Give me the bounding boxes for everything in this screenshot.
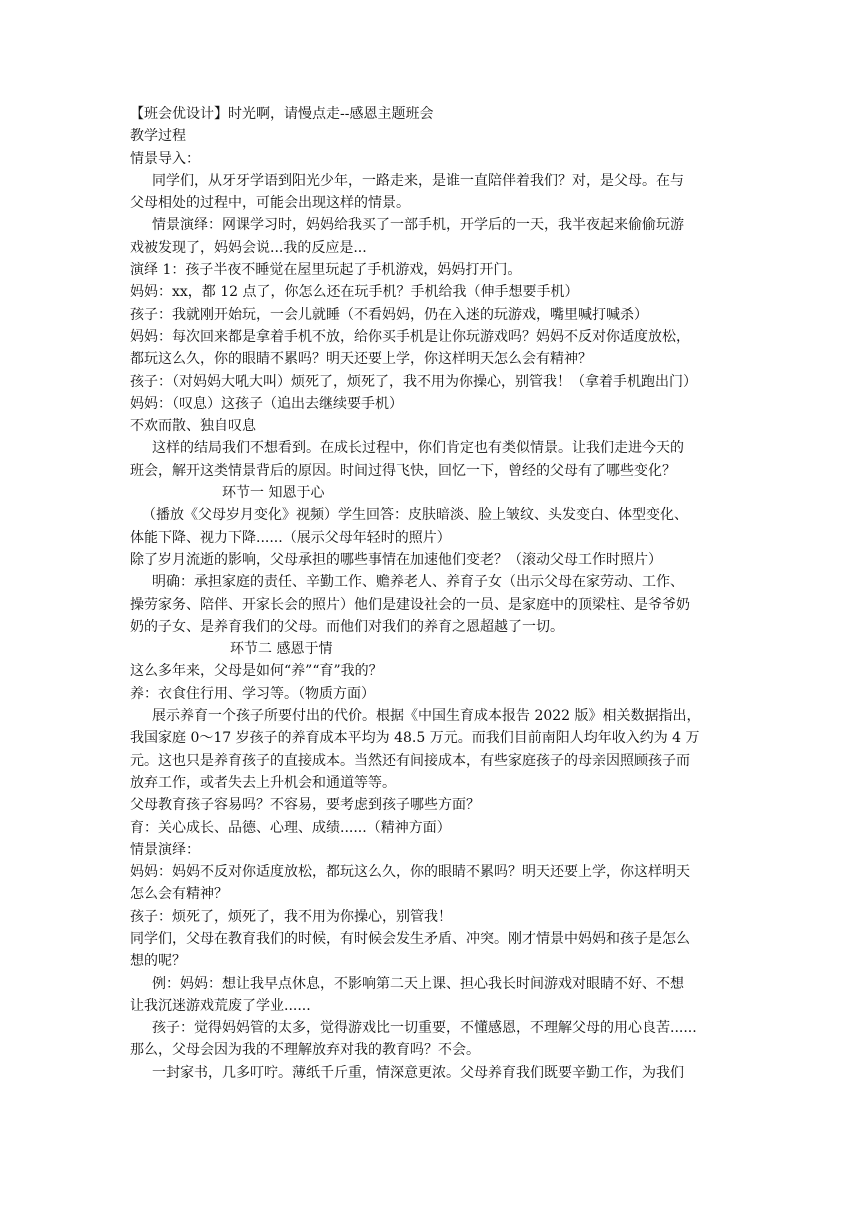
- paragraph-line: 奶的子女、是养育我们的父母。而他们对我们的养育之恩超越了一切。: [130, 618, 564, 635]
- paragraph-line: 同学们，父母在教育我们的时候，有时候会发生矛盾、冲突。刚才情景中妈妈和孩子是怎么: [130, 930, 690, 947]
- dialogue-line: 都玩这么久，你的眼睛不累吗？明天还要上学，你这样明天怎么会有精神？: [130, 351, 592, 368]
- dialogue-line: 怎么会有精神？: [130, 886, 228, 903]
- dialogue-line: 妈妈：每次回来都是拿着手机不放，给你买手机是让你玩游戏吗？妈妈不反对你适度放松，: [130, 328, 690, 345]
- section-heading: 环节二 感恩于情: [230, 641, 333, 658]
- paragraph-line: 操劳家务、陪伴、开家长会的照片）他们是建设社会的一员、是家庭中的顶梁柱、是爷爷奶: [130, 596, 690, 613]
- subheading: 情景导入：: [130, 150, 200, 167]
- dialogue-line: 孩子：（对妈妈大吼大叫）烦死了，烦死了，我不用为你操心，别管我！（拿着手机跑出门）: [130, 373, 697, 390]
- section-heading: 环节一 知恩于心: [222, 485, 325, 502]
- paragraph-line: 明确：承担家庭的责任、辛勤工作、赡养老人、养育子女（出示父母在家劳动、工作、: [152, 574, 684, 591]
- document-body: [130, 103, 740, 1084]
- paragraph-line: 同学们，从牙牙学语到阳光少年，一路走来，是谁一直陪伴着我们？对，是父母。在与: [152, 172, 684, 189]
- paragraph-line: 除了岁月流逝的影响，父母承担的哪些事情在加速他们变老？（滚动父母工作时照片）: [130, 551, 662, 568]
- paragraph-line: （播放《父母岁月变化》视频）学生回答：皮肤暗淡、脸上皱纹、头发变白、体型变化、: [142, 507, 688, 524]
- paragraph-line: 展示养育一个孩子所要付出的代价。根据《中国生育成本报告 2022 版》相关数据指出，: [152, 708, 701, 725]
- paragraph-line: 让我沉迷游戏荒废了学业......: [130, 997, 311, 1014]
- paragraph-line: 养：衣食住行用、学习等。（物质方面）: [130, 685, 375, 702]
- paragraph-line: 体能下降、视力下降......（展示父母年轻时的照片）: [130, 529, 451, 546]
- paragraph-line: 父母相处的过程中，可能会出现这样的情景。: [130, 195, 410, 212]
- paragraph-line: 这么多年来，父母是如何“养”“育”我的？: [130, 663, 383, 680]
- paragraph-line: 一封家书，几多叮咛。薄纸千斤重，情深意更浓。父母养育我们既要辛勤工作，为我们: [152, 1064, 684, 1081]
- paragraph-line: 戏被发现了，妈妈会说...我的反应是...: [130, 239, 367, 256]
- paragraph-line: 元。这也只是养育孩子的直接成本。当然还有间接成本，有些家庭孩子的母亲因照顾孩子而: [130, 752, 690, 769]
- subheading: 情景演绎：: [130, 841, 200, 858]
- paragraph-line: 那么，父母会因为我的不理解放弃对我的教育吗？不会。: [130, 1042, 480, 1059]
- dialogue-line: 妈妈：xx，都 12 点了，你怎么还在玩手机？手机给我（伸手想要手机）: [130, 284, 579, 301]
- paragraph-line: 父母教育孩子容易吗？不容易，要考虑到孩子哪些方面？: [130, 797, 480, 814]
- paragraph-line: 例：妈妈：想让我早点休息，不影响第二天上课、担心我长时间游戏对眼睛不好、不想: [152, 975, 684, 992]
- paragraph-line: 孩子：觉得妈妈管的太多，觉得游戏比一切重要，不懂感恩，不理解父母的用心良苦......: [152, 1020, 697, 1037]
- paragraph-line: 放弃工作，或者失去上升机会和通道等等。: [130, 774, 396, 791]
- paragraph-line: 育：关心成长、品德、心理、成绩......（精神方面）: [130, 819, 451, 836]
- dialogue-line: 妈妈：（叹息）这孩子（追出去继续要手机）: [130, 395, 403, 412]
- paragraph-line: 演绎 1：孩子半夜不睡觉在屋里玩起了手机游戏，妈妈打开门。: [130, 262, 522, 279]
- document-title: 【班会优设计】时光啊，请慢点走--感恩主题班会: [130, 106, 434, 122]
- paragraph-line: 这样的结局我们不想看到。在成长过程中，你们肯定也有类似情景。让我们走进今天的: [152, 440, 684, 457]
- dialogue-line: 孩子：烦死了，烦死了，我不用为你操心，别管我！: [130, 908, 452, 925]
- paragraph-line: 班会，解开这类情景背后的原因。时间过得飞快，回忆一下，曾经的父母有了哪些变化？: [130, 462, 676, 479]
- section-heading: 教学过程: [130, 128, 186, 145]
- paragraph-line: 我国家庭 0～17 岁孩子的养育成本平均为 48.5 万元。而我们目前南阳人均年收入约为 4 万: [130, 730, 700, 747]
- dialogue-line: 妈妈：妈妈不反对你适度放松，都玩这么久，你的眼睛不累吗？明天还要上学，你这样明天: [130, 864, 690, 881]
- paragraph-line: 想的呢？: [130, 953, 186, 970]
- paragraph-line: 不欢而散、独自叹息: [130, 418, 256, 435]
- paragraph-line: 情景演绎：网课学习时，妈妈给我买了一部手机，开学后的一天，我半夜起来偷偷玩游: [152, 217, 684, 234]
- dialogue-line: 孩子：我就刚开始玩，一会儿就睡（不看妈妈，仍在入迷的玩游戏，嘴里喊打喊杀）: [130, 306, 648, 323]
